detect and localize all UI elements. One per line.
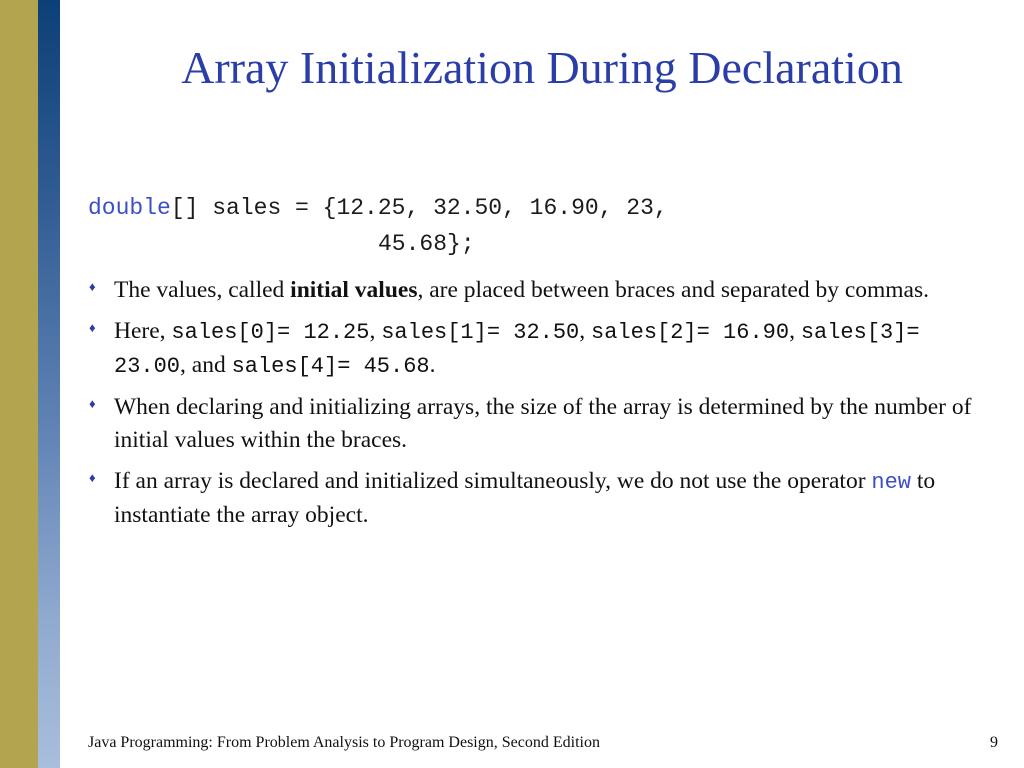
left-gradient-bar xyxy=(38,0,60,768)
bullet-text: , are placed between braces and separated by commas. xyxy=(417,277,930,303)
bullet-item xyxy=(88,315,993,383)
bullet-text: , xyxy=(789,318,801,344)
bullet-text: Here, xyxy=(114,318,172,344)
bullet-bold-term: initial values xyxy=(290,277,418,303)
bullet-text: When declaring and initializing arrays, the size of the array is determined by the number of initial values within the braces. xyxy=(114,394,972,453)
inline-code: sales[4]= 45.68 xyxy=(231,354,430,379)
code-line-1-rest: [] sales = {12.25, 32.50, 16.90, 23, xyxy=(170,195,668,221)
bullet-text: , xyxy=(369,318,382,344)
page-number: 9 xyxy=(990,734,998,751)
bullet-text: , xyxy=(579,318,592,344)
diamond-bullet-icon: ♦ xyxy=(89,320,96,335)
bullet-text: If an array is declared and initialized simultaneously, we do not use the operator xyxy=(114,468,872,494)
code-line-1 xyxy=(88,190,993,226)
bullet-text: . xyxy=(429,352,436,378)
diamond-bullet-icon: ♦ xyxy=(89,396,96,411)
bullet-list xyxy=(88,274,993,532)
slide-title: Array Initialization During Declaration xyxy=(181,42,903,93)
code-line-2: 45.68}; xyxy=(378,231,475,257)
inline-code: sales[1]= 32.50 xyxy=(381,320,580,345)
diamond-bullet-icon: ♦ xyxy=(89,470,96,485)
footer-book-title: Java Programming: From Problem Analysis to Program Design, Second Edition xyxy=(88,734,600,751)
left-olive-bar xyxy=(0,0,38,768)
bullet-item xyxy=(88,465,993,532)
bullet-item xyxy=(88,391,993,457)
slide-content xyxy=(88,190,993,540)
inline-code: sales[0]= 12.25 xyxy=(171,320,370,345)
bullet-item xyxy=(88,274,993,307)
code-keyword: double xyxy=(88,195,171,221)
inline-code: sales[2]= 16.90 xyxy=(591,320,790,345)
inline-code-keyword: new xyxy=(871,470,912,495)
bullet-text: , and xyxy=(180,352,232,378)
inline-code: sales[3]= 23.00 xyxy=(114,320,920,379)
diamond-bullet-icon: ♦ xyxy=(89,279,96,294)
bullet-text: The values, called xyxy=(114,277,291,303)
bullet-text: to instantiate the array object. xyxy=(114,468,936,528)
